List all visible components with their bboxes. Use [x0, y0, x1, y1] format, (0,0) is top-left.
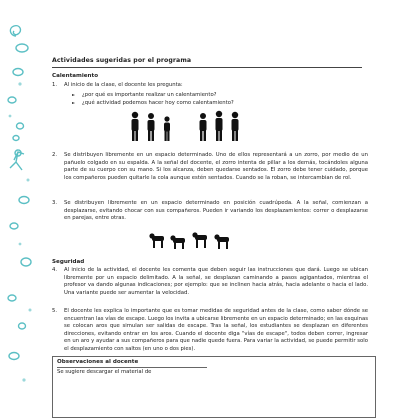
list-item — [52, 200, 372, 224]
item-number: 3. — [52, 200, 58, 206]
teacher-notes-heading: Observaciones al docente — [57, 359, 139, 365]
bullet-icon: ► — [72, 100, 76, 106]
teacher-notes-text: Se sugiere descargar el material de — [57, 369, 152, 375]
item-number: 2. — [52, 152, 58, 158]
page-title: Actividades sugeridas por el programa — [52, 57, 192, 64]
bubble-icon — [19, 197, 29, 204]
list-item — [52, 308, 372, 356]
bubble-icon — [13, 69, 23, 76]
bullet-icon: ► — [72, 92, 76, 97]
person-figure-icon — [132, 112, 139, 141]
bubble-icon — [9, 353, 19, 360]
decorative-sidebar — [0, 0, 44, 400]
title-divider — [52, 67, 362, 68]
person-figure-icon — [148, 113, 155, 141]
bullet-item: ► ¿por qué es importante realizar un calentamiento? — [72, 92, 217, 98]
person-figure-icon — [232, 112, 239, 141]
teacher-notes-divider — [57, 367, 207, 368]
spiral-icon — [10, 26, 20, 36]
item-text: Se distribuyen libremente en un espacio determinado. Uno de ellos representará a un zorro, por medio de un pañuelo colgado en su espalda. A la señal del docente, el zorro intenta de pillar a los demás, tocándoles alguna parte de su cuerpo con su mano. Si los alcanza, deben quedarse sentados. El zorro debe tener cuidado, porque los compañeros pueden quitarle la cola aunque estén sentados. Cuando se la roban, se intercambian de rol. — [64, 152, 368, 181]
person-figure-icon — [164, 116, 170, 141]
crawling-figure-icon — [170, 235, 185, 249]
bubble-icon — [8, 295, 16, 301]
crawling-figure-icon — [149, 233, 164, 248]
section-heading-safety: Seguridad — [52, 259, 85, 265]
bubble-icon — [19, 323, 26, 329]
quadruped-figures-illustration — [147, 228, 237, 250]
teacher-notes-box — [52, 356, 376, 418]
question-list — [72, 91, 234, 107]
bubble-icon — [8, 97, 16, 103]
crawling-figure-icon — [214, 234, 229, 249]
item-text: Al inicio de la actividad, el docente les comenta que deben seguir las instrucciones que dará. Luego se ubican libremente por un espacio delimitado. A la señal, se desplazan caminando a pasos agigantados, mientras el profesor va dando algunas indicaciones; por ejemplo: que se inclinen hacia atrás, hacia adelante o hacia el lado. Una variante puede ser aumentar la velocidad. — [64, 267, 368, 296]
people-group-illustration — [125, 110, 255, 144]
bullet-item: ► ¿qué actividad podemos hacer hoy como calentamiento? — [72, 100, 234, 107]
list-item — [52, 267, 372, 307]
bubble-icon — [10, 223, 18, 229]
runner-figure-icon — [10, 150, 24, 170]
item-text: El docente les explica lo importante que es tomar medidas de seguridad antes de la clase, como saber dónde se encuentran las vías de escape. Luego los invita a ubicarse libremente en un espacio determinado; en las esquinas se colocan aros que simulan ser salidas de escape. Tras la señal, los estudiantes se desplazan en diferentes direcciones, evitando entrar en los aros. Cuando el docente diga "vías de escape", todos deben correr, ingresar en un aro y ayudar a sus compañeros para que nadie quede fuera. Para variar la actividad, se puede permitir solo el desplazamiento con saltos (en uno o dos pies). — [64, 308, 368, 352]
item-text: Se distribuyen libremente en un espacio determinado en posición cuadrúpeda. A la señal, comienzan a desplazarse, evitando chocar con sus compañeros. Pueden ir variando los desplazamientos: correr o desplazarse en parejas, entre otras. — [64, 200, 368, 222]
person-figure-icon — [200, 113, 207, 141]
crawling-figure-icon — [192, 232, 207, 248]
item-text: Al inicio de la clase, el docente les pregunta: — [64, 82, 183, 88]
item-number: 1. — [52, 82, 58, 88]
bubble-icon — [17, 123, 24, 129]
bubble-icon — [13, 136, 19, 141]
sidebar-illustrations — [0, 0, 44, 400]
document-page — [52, 0, 382, 400]
person-figure-icon — [216, 111, 223, 141]
bubble-icon — [16, 44, 28, 52]
bubble-icon — [21, 258, 31, 266]
item-number: 4. — [52, 267, 58, 273]
section-heading-warmup: Calentamiento — [52, 73, 99, 79]
list-item — [52, 152, 372, 192]
item-number: 5. — [52, 308, 58, 314]
